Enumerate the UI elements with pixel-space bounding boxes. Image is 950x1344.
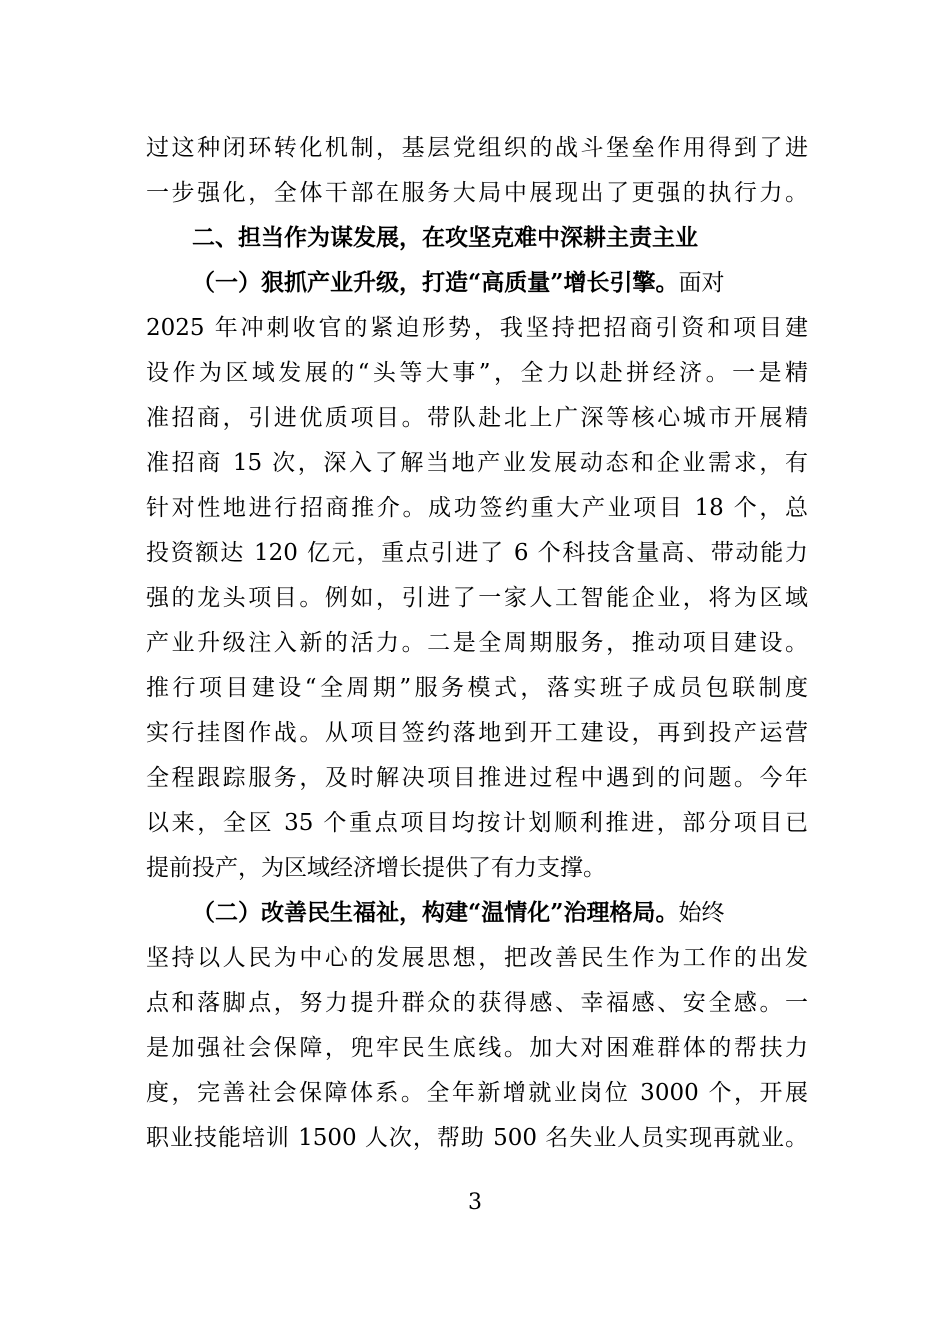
subsection-1-first-line-rest: 面对 <box>678 270 725 296</box>
paragraph-line: 准招商 15 次，深入了解当地产业发展动态和企业需求，有 <box>146 450 808 476</box>
subsection-1-title: （一）狠抓产业升级，打造“高质量”增长引擎。 <box>192 269 679 296</box>
paragraph-line: 强的龙头项目。例如，引进了一家人工智能企业，将为区域 <box>146 585 808 611</box>
subsection-2-first-line <box>192 898 808 928</box>
paragraph-line: 点和落脚点，努力提升群众的获得感、幸福感、安全感。一 <box>146 990 808 1016</box>
subsection-2-title: （二）改善民生福祉，构建“温情化”治理格局。 <box>192 899 679 926</box>
paragraph-line: 推行项目建设“全周期”服务模式，落实班子成员包联制度 <box>146 675 808 701</box>
paragraph-line: 针对性地进行招商推介。成功签约重大产业项目 18 个，总 <box>146 495 808 521</box>
subsection-1-first-line <box>192 268 808 298</box>
paragraph-line: 投资额达 120 亿元，重点引进了 6 个科技含量高、带动能力 <box>146 540 808 566</box>
paragraph-line: 以来，全区 35 个重点项目均按计划顺利推进，部分项目已 <box>146 810 808 836</box>
paragraph-line: 实行挂图作战。从项目签约落地到开工建设，再到投产运营 <box>146 720 808 746</box>
page-number: 3 <box>468 1190 482 1215</box>
section-heading: 二、担当作为谋发展，在攻坚克难中深耕主责主业 <box>192 225 698 251</box>
paragraph-line: 职业技能培训 1500 人次，帮助 500 名失业人员实现再就业。 <box>146 1125 808 1151</box>
paragraph-line: 度，完善社会保障体系。全年新增就业岗位 3000 个，开展 <box>146 1080 808 1106</box>
paragraph-line: 2025 年冲刺收官的紧迫形势，我坚持把招商引资和项目建 <box>146 315 808 341</box>
paragraph-line: 是加强社会保障，兜牢民生底线。加大对困难群体的帮扶力 <box>146 1035 808 1061</box>
paragraph-line: 全程跟踪服务，及时解决项目推进过程中遇到的问题。今年 <box>146 765 808 791</box>
paragraph-line: 设作为区域发展的“头等大事”，全力以赴拼经济。一是精 <box>146 360 808 386</box>
paragraph-line: 产业升级注入新的活力。二是全周期服务，推动项目建设。 <box>146 630 808 656</box>
paragraph-line: 提前投产，为区域经济增长提供了有力支撑。 <box>146 855 606 881</box>
paragraph-line: 准招商，引进优质项目。带队赴北上广深等核心城市开展精 <box>146 405 808 431</box>
paragraph-line: 一步强化，全体干部在服务大局中展现出了更强的执行力。 <box>146 180 808 206</box>
paragraph-line: 坚持以人民为中心的发展思想，把改善民生作为工作的出发 <box>146 945 808 971</box>
subsection-2-first-line-rest: 始终 <box>678 900 725 926</box>
paragraph-line: 过这种闭环转化机制，基层党组织的战斗堡垒作用得到了进 <box>146 135 808 161</box>
